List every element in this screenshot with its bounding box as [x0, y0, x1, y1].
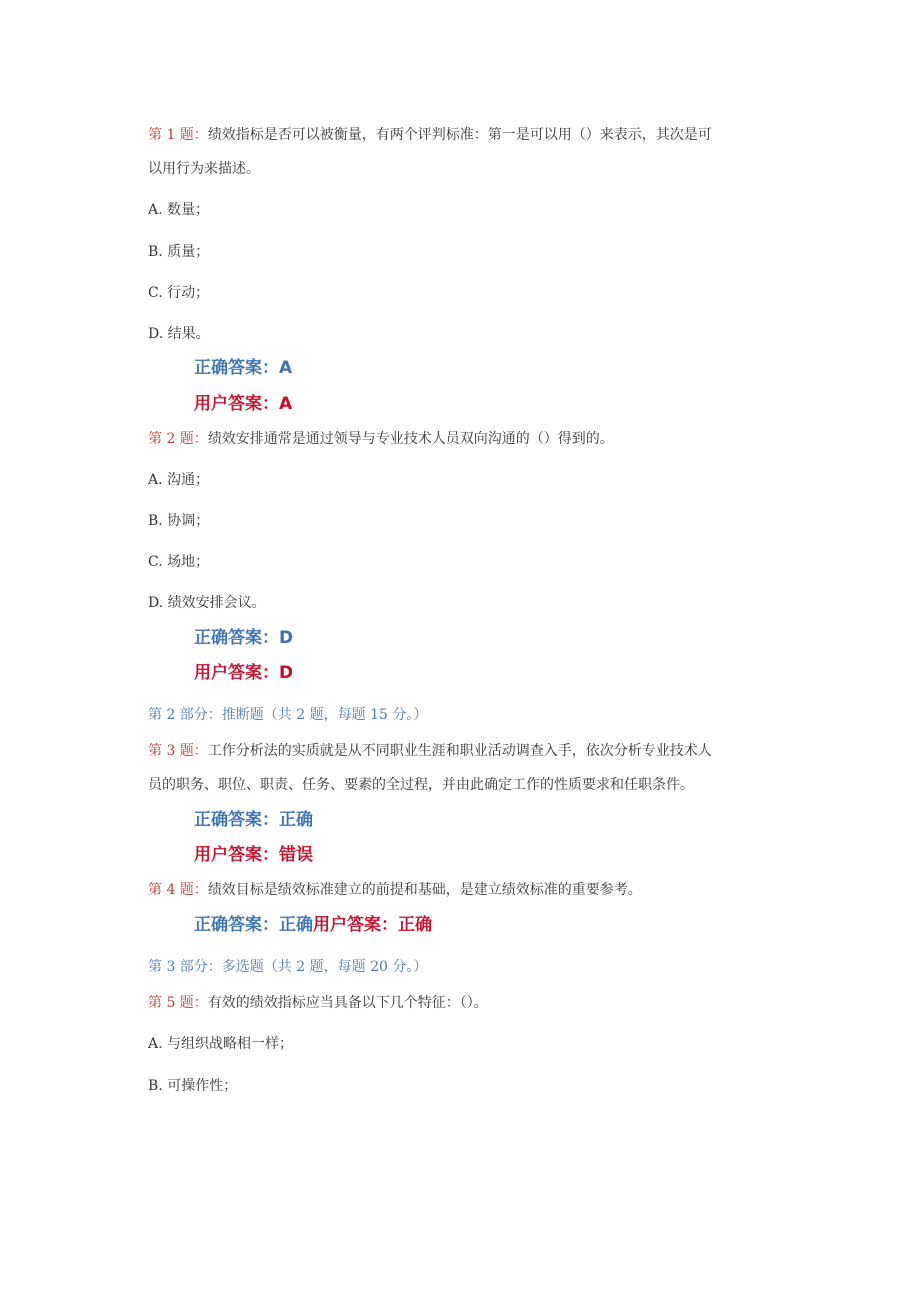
question-4-number: 第 4 题：: [148, 882, 208, 898]
question-2-text: 绩效安排通常是通过领导与专业技术人员双向沟通的（）得到的。: [207, 431, 614, 447]
section-2-heading: 第 2 部分：推断题（共 2 题，每题 15 分。）: [148, 707, 428, 723]
question-2-option-b: B. 协调；: [148, 513, 210, 529]
question-2-option-a: A. 沟通；: [148, 472, 210, 488]
question-1-option-b: B. 质量；: [148, 244, 210, 260]
question-2-correct-answer: 正确答案：D: [194, 628, 294, 648]
question-3-number: 第 3 题：: [148, 743, 208, 759]
question-2-option-c: C. 场地；: [148, 554, 210, 570]
question-3-user-answer: 用户答案：错误: [194, 845, 313, 865]
question-3-line-1: [148, 742, 712, 760]
question-1-text: 绩效指标是否可以被衡量，有两个评判标准：第一是可以用（）来表示，其次是可: [207, 127, 712, 143]
question-1-line-2: 以用行为来描述。: [148, 161, 260, 177]
question-1-line-1: [148, 126, 712, 144]
question-3-text: 工作分析法的实质就是从不同职业生涯和职业活动调查入手，依次分析专业技术人: [207, 743, 712, 759]
question-2-option-d: D. 绩效安排会议。: [148, 595, 266, 611]
question-2-line-1: [148, 430, 614, 448]
question-1-option-d: D. 结果。: [148, 326, 210, 342]
question-2-number: 第 2 题：: [148, 431, 208, 447]
question-4-correct-answer: 正确答案：正确: [194, 915, 313, 935]
question-3-line-2: 员的职务、职位、职责、任务、要素的全过程，并由此确定工作的性质要求和任职条件。: [148, 777, 694, 793]
question-1-user-answer: 用户答案：A: [194, 394, 293, 414]
question-1-option-a: A. 数量；: [148, 202, 210, 218]
question-5-option-a: A. 与组织战略相一样；: [148, 1036, 294, 1052]
question-3-correct-answer: 正确答案：正确: [194, 810, 313, 830]
question-5-number: 第 5 题：: [148, 995, 208, 1011]
question-5-text: 有效的绩效指标应当具备以下几个特征：（）。: [207, 995, 488, 1011]
question-5-line-1: [148, 994, 488, 1012]
question-1-option-c: C. 行动；: [148, 285, 210, 301]
question-2-user-answer: 用户答案：D: [194, 663, 294, 683]
question-4-user-answer: 用户答案：正确: [313, 915, 432, 935]
question-1-number: 第 1 题：: [148, 127, 208, 143]
question-5-option-b: B. 可操作性；: [148, 1078, 238, 1094]
question-4-line-1: [148, 881, 642, 899]
question-1-correct-answer: 正确答案：A: [194, 358, 293, 378]
question-4-text: 绩效目标是绩效标准建立的前提和基础，是建立绩效标准的重要参考。: [207, 882, 642, 898]
section-3-heading: 第 3 部分：多选题（共 2 题，每题 20 分。）: [148, 959, 428, 975]
question-4-answers: [194, 914, 432, 936]
